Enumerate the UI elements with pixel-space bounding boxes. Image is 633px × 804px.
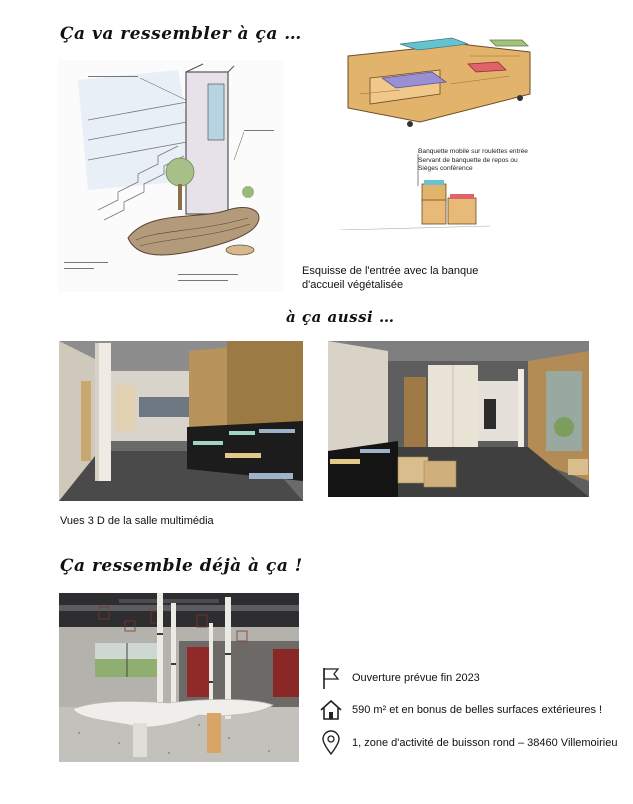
location-pin-icon: [318, 730, 344, 756]
multimedia-room-render-1: [59, 341, 303, 501]
flag-icon: [318, 665, 344, 691]
mobile-bench-sketch-image: [340, 34, 536, 230]
heading-will-look-like: Ça va ressembler à ça …: [60, 24, 302, 44]
heading-already-looks-like: Ça ressemble déjà à ça !: [60, 556, 303, 576]
mobile-bench-note: [418, 148, 548, 174]
entrance-sketch-caption: Esquisse de l'entrée avec la banque d'accueil végétalisée: [302, 265, 479, 291]
note-line-1: Banquette mobile sur roulettes entrée: [418, 148, 528, 155]
surface-text: 590 m² et en bonus de belles surfaces extérieures !: [352, 704, 603, 716]
house-icon: [318, 697, 344, 723]
entrance-sketch-image: [58, 60, 284, 292]
heading-also-like: à ça aussi …: [286, 308, 395, 326]
current-room-photo: [59, 593, 299, 762]
renders-caption: Vues 3 D de la salle multimédia: [60, 515, 214, 527]
multimedia-room-render-2: [328, 341, 589, 497]
opening-text: Ouverture prévue fin 2023: [352, 672, 480, 684]
address-info-row: [318, 730, 617, 756]
note-line-2: Servant de banquette de repos ou: [418, 156, 518, 164]
note-line-3: Sièges conférence: [418, 165, 473, 172]
surface-info-row: [318, 697, 602, 723]
opening-info-row: [318, 665, 480, 691]
address-text: 1, zone d'activité de buisson rond – 38460 Villemoirieu: [352, 737, 618, 749]
